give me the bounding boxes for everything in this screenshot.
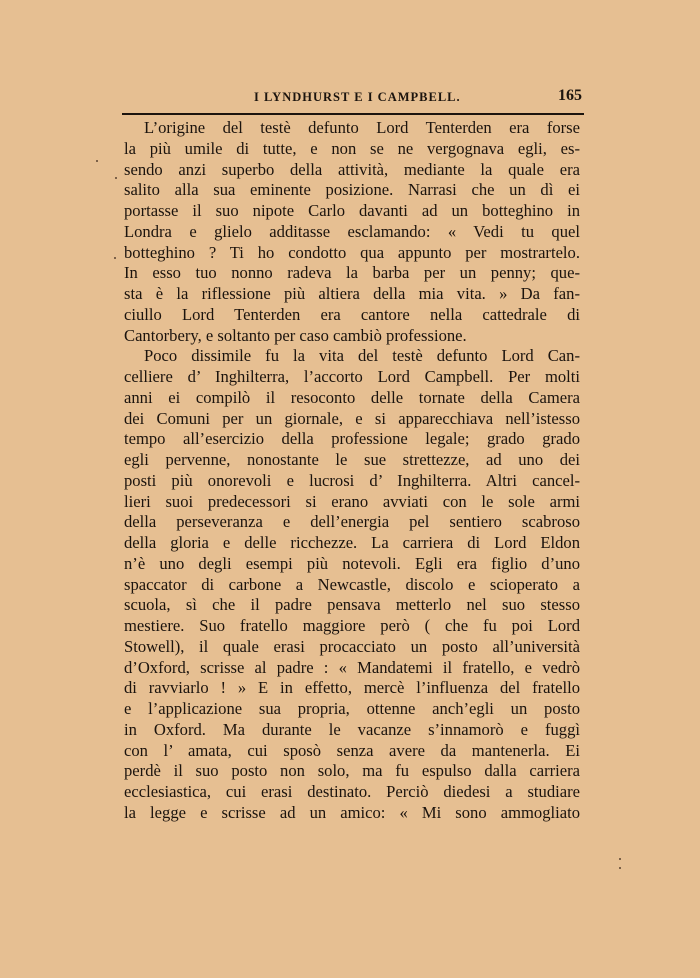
text-line: spaccator di carbone a Newcastle, discolo e scioperato a bbox=[124, 574, 580, 594]
text-line: Stowell), il quale erasi procacciato un posto all’università bbox=[124, 636, 580, 656]
text-line: anni ei compilò il resoconto delle tornate della Camera bbox=[124, 387, 580, 407]
body-text bbox=[124, 118, 580, 824]
margin-speck bbox=[96, 160, 98, 162]
text-line: scuola, sì che il padre pensava metterlo nel suo stesso bbox=[124, 595, 580, 615]
text-line: celliere d’ Inghilterra, l’accorto Lord Campbell. Per molti bbox=[124, 367, 580, 386]
text-line: della perseveranza e dell’energia pel sentiero scabroso bbox=[124, 512, 580, 532]
text-line: salito alla sua eminente posizione. Narrasi che un dì ei bbox=[124, 180, 580, 200]
text-line: ciullo Lord Tenterden era cantore nella cattedrale di bbox=[124, 304, 580, 324]
text-line: la più umile di tutte, e non se ne vergognava egli, es- bbox=[124, 138, 580, 158]
text-line: di ravviarlo ! » E in effetto, mercè l’influenza del fratello bbox=[124, 678, 580, 698]
text-line: Londra e glielo additasse esclamando: « Vedi tu quel bbox=[124, 221, 580, 241]
running-title: I LYNDHURST E I CAMPBELL. bbox=[254, 90, 461, 104]
header-rule bbox=[122, 113, 584, 115]
text-line: e l’applicazione sua propria, ottenne anch’egli un posto bbox=[124, 699, 580, 718]
margin-speck bbox=[114, 257, 116, 259]
text-line: dei Comuni per un giornale, e si apparecchiava nell’istesso bbox=[124, 408, 580, 428]
text-line: ecclesiastica, cui erasi destinato. Perciò diedesi a studiare bbox=[124, 782, 580, 801]
text-line: perdè il suo posto non solo, ma fu espulso dalla carriera bbox=[124, 761, 580, 781]
text-line: sendo anzi superbo della attività, mediante la quale era bbox=[124, 159, 580, 179]
text-line: n’è uno degli esempi più notevoli. Egli era figlio d’uno bbox=[124, 553, 580, 573]
text-line: mestiere. Suo fratello maggiore però ( che fu poi Lord bbox=[124, 616, 580, 635]
text-line: L’origine del testè defunto Lord Tenterden era forse bbox=[144, 118, 580, 137]
text-line: Poco dissimile fu la vita del testè defunto Lord Can- bbox=[144, 346, 580, 366]
text-line: d’Oxford, scrisse al padre : « Mandatemi il fratello, e vedrò bbox=[124, 657, 580, 677]
margin-speck bbox=[619, 858, 621, 860]
text-line: botteghino ? Ti ho condotto qua appunto per mostrartelo. bbox=[124, 242, 580, 262]
text-line: Cantorbery, e soltanto per caso cambiò professione. bbox=[124, 325, 467, 345]
page-header bbox=[124, 86, 582, 106]
text-line: della gloria e delle ricchezze. La carriera di Lord Eldon bbox=[124, 533, 580, 552]
text-line: in Oxford. Ma durante le vacanze s’innamorò e fuggì bbox=[124, 719, 580, 739]
text-line: tempo all’esercizio della professione legale; grado grado bbox=[124, 429, 580, 449]
text-line: egli pervenne, nonostante le sue strettezze, ad uno dei bbox=[124, 450, 580, 469]
text-line: posti più onorevoli e lucrosi d’ Inghilterra. Altri cancel- bbox=[124, 470, 580, 490]
text-line: lieri suoi predecessori si erano avviati con le sole armi bbox=[124, 491, 580, 511]
text-line: sta è la riflessione più altiera della mia vita. » Da fan- bbox=[124, 284, 580, 303]
text-line: portasse il suo nipote Carlo davanti ad un botteghino in bbox=[124, 201, 580, 220]
margin-speck bbox=[115, 177, 117, 179]
page-number: 165 bbox=[558, 87, 582, 104]
text-line: In esso tuo nonno radeva la barba per un penny; que- bbox=[124, 263, 580, 283]
text-line: la legge e scrisse ad un amico: « Mi sono ammogliato bbox=[124, 802, 580, 822]
text-line: con l’ amata, cui sposò senza avere da mantenerla. Ei bbox=[124, 740, 580, 760]
margin-speck bbox=[619, 867, 621, 869]
